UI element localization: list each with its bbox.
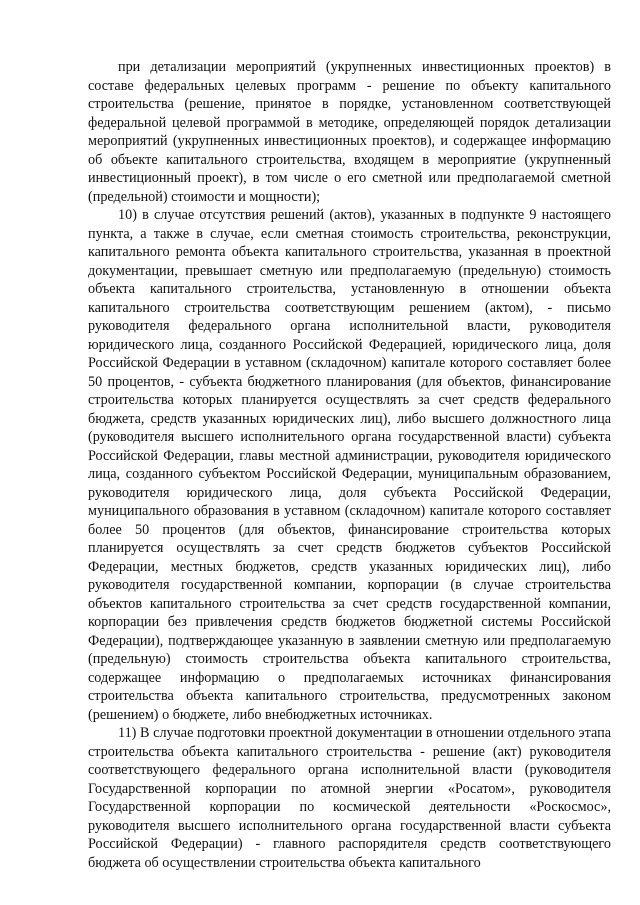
document-page [88, 58, 611, 872]
paragraph-item-11: 11) В случае подготовки проектной документации в отношении отдельного этапа строительства объекта капитального строительства - решение (акт) руководителя соответствующего федерального органа исполнительной власти (руководителя Государственной корпорации по атомной энергии «Росатом», руководителя Государственной корпорации по космической деятельности «Роскосмос», руководителя высшего исполнительного органа государственной власти субъекта Российской Федерации) - главного распорядителя средств соответствующего бюджета об осуществлении строительства объекта капитального [88, 725, 611, 871]
paragraph-continuation: при детализации мероприятий (укрупненных инвестиционных проектов) в составе федеральных целевых программ - решение по объекту капитального строительства (решение, принятое в порядке, установленном соответствующей федеральной целевой программой в методике, определяющей порядок детализации мероприятий (укрупненных инвестиционных проектов), и содержащее информацию об объекте капитального строительства, входящем в мероприятие (укрупненный инвестиционный проект), в том числе о его сметной или предполагаемой сметной (предельной) стоимости и мощности); [88, 59, 611, 205]
paragraph-item-10: 10) в случае отсутствия решений (актов), указанных в подпункте 9 настоящего пункта, а также в случае, если сметная стоимость строительства, реконструкции, капитального ремонта объекта капитального строительства, указанная в проектной документации, превышает сметную или предполагаемую (предельную) стоимость объекта капитального строительства, установленную в отношении объекта капитального строительства соответствующим решением (актом), - письмо руководителя федерального органа исполнительной власти, руководителя юридического лица, созданного Российской Федерацией, юридического лица, доля Российской Федерации в уставном (складочном) капитале которого составляет более 50 процентов, - субъекта бюджетного планирования (для объектов, финансирование строительства которых планируется осуществлять за счет средств федерального бюджета, средств указанных юридических лиц), либо высшего должностного лица (руководителя высшего исполнительного органа государственной власти) субъекта Российской Федерации, главы местной администрации, руководителя юридического лица, созданного субъектом Российской Федерации, муниципальным образованием, руководителя юридического лица, доля субъекта Российской Федерации, муниципального образования в уставном (складочном) капитале которого составляет более 50 процентов (для объектов, финансирование строительства которых планируется осуществлять за счет средств бюджетов субъектов Российской Федерации, местных бюджетов, средств указанных юридических лиц), либо руководителя государственной компании, корпорации (в случае строительства объектов капитального строительства за счет средств государственной компании, корпорации без привлечения средств бюджетов бюджетной системы Российской Федерации), подтверждающее указанную в заявлении сметную или предполагаемую (предельную) стоимость строительства объекта капитального строительства, содержащее информацию о предполагаемых источниках финансирования строительства объекта капитального строительства, предусмотренных законом (решением) о бюджете, либо внебюджетных источниках. [88, 207, 611, 723]
